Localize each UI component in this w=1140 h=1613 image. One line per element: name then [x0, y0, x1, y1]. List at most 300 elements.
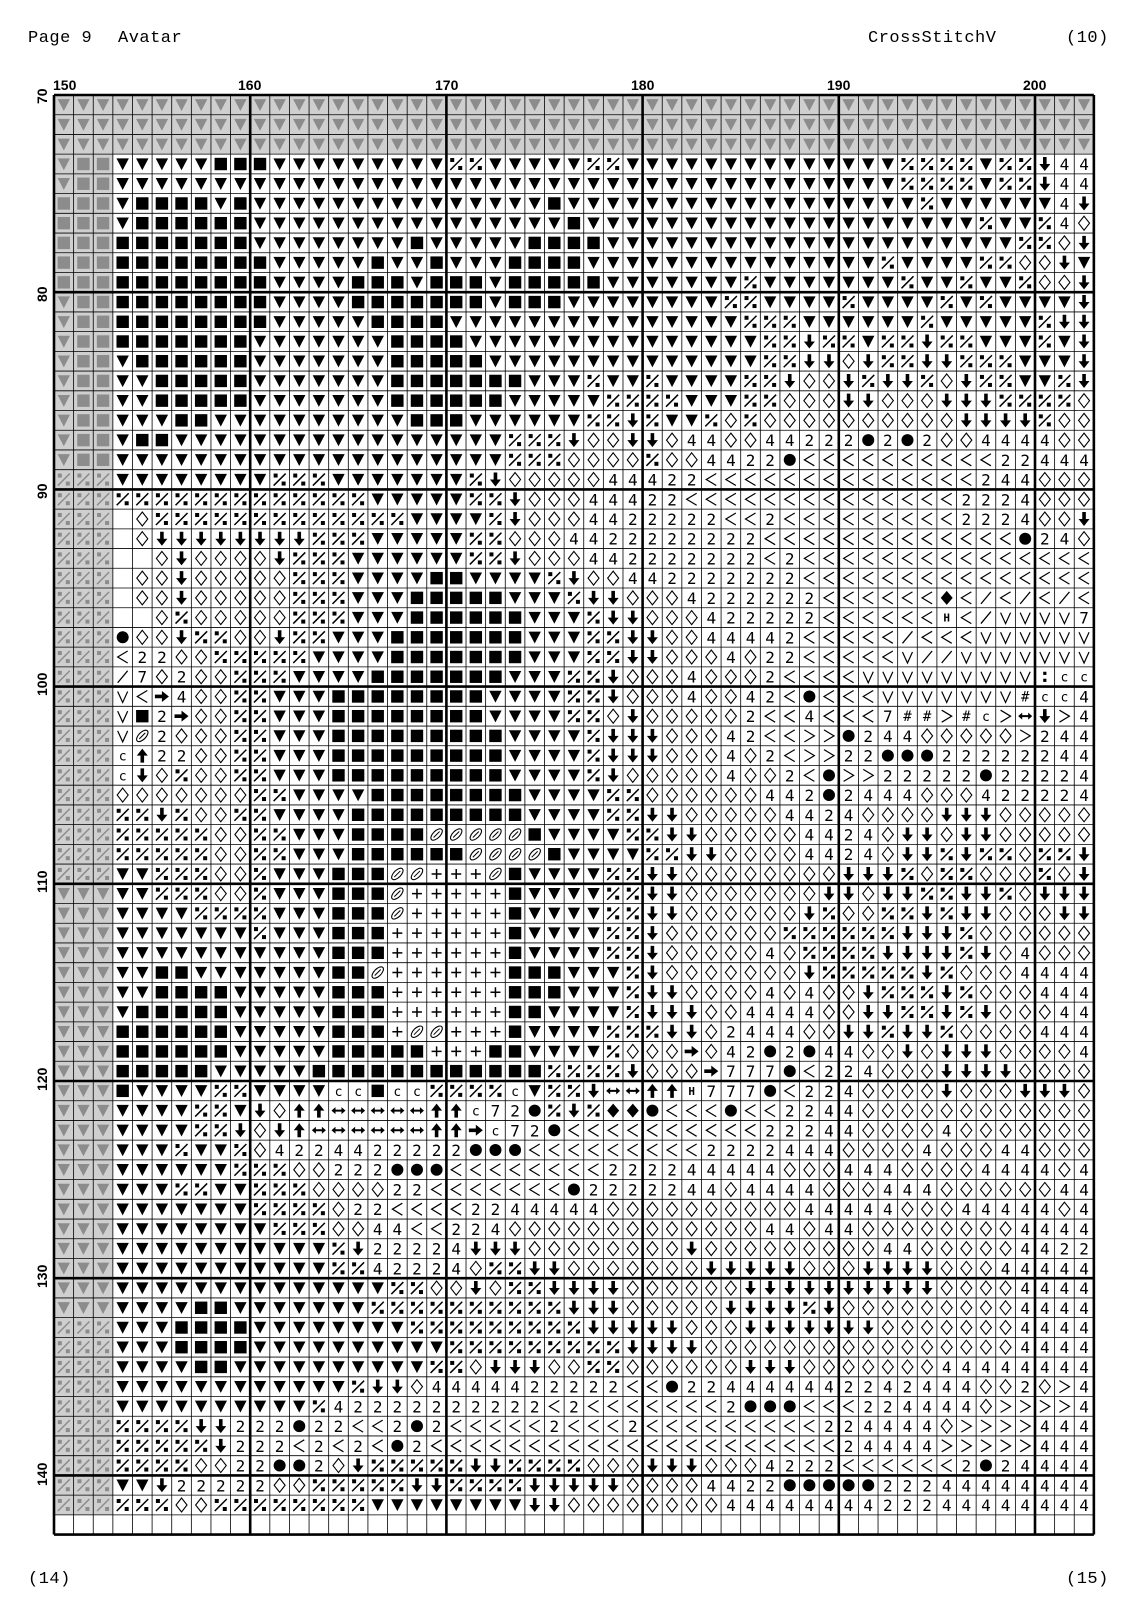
four-symbol: 4	[706, 628, 717, 648]
greater-than-symbol	[863, 769, 873, 781]
filled-circle-symbol	[901, 434, 913, 446]
v-symbol	[1001, 652, 1011, 663]
filled-square-symbol	[58, 276, 70, 288]
down-triangle-symbol	[587, 1026, 599, 1038]
column-label-170: 170	[435, 77, 459, 93]
four-symbol: 4	[1059, 155, 1070, 175]
percent-symbol	[548, 1322, 560, 1334]
four-symbol: 4	[765, 1160, 775, 1180]
percent-symbol	[784, 336, 796, 348]
down-triangle-symbol	[725, 198, 737, 210]
down-triangle-symbol	[548, 415, 560, 427]
percent-symbol	[176, 888, 188, 900]
filled-square-symbol	[548, 276, 560, 288]
percent-symbol	[156, 888, 168, 900]
percent-symbol	[980, 375, 992, 387]
down-arrow-symbol	[804, 354, 815, 368]
diamond-symbol	[941, 788, 952, 802]
down-triangle-symbol	[528, 217, 540, 229]
diamond-symbol	[922, 1301, 933, 1315]
less-than-symbol	[863, 533, 873, 545]
less-than-symbol	[844, 493, 854, 505]
less-than-symbol	[1001, 533, 1011, 545]
percent-symbol	[646, 395, 658, 407]
diamond-symbol	[686, 867, 697, 881]
two-symbol: 2	[961, 1456, 972, 1476]
down-triangle-symbol	[430, 237, 442, 249]
down-triangle-symbol	[116, 1302, 128, 1314]
down-triangle-symbol	[470, 434, 482, 446]
v-symbol	[1020, 632, 1030, 643]
down-triangle-symbol	[470, 178, 482, 190]
diamond-symbol	[235, 887, 246, 901]
down-triangle-symbol	[568, 750, 580, 762]
diamond-symbol	[1059, 492, 1070, 506]
down-arrow-symbol	[1079, 374, 1090, 388]
two-symbol: 2	[1020, 766, 1031, 786]
plus-symbol	[451, 1027, 461, 1037]
percent-symbol	[215, 631, 227, 643]
less-than-symbol	[687, 1144, 697, 1156]
down-arrow-symbol	[980, 394, 991, 408]
percent-symbol	[843, 927, 855, 939]
filled-square-symbol	[391, 1045, 403, 1057]
percent-symbol	[234, 750, 246, 762]
two-symbol: 2	[824, 1062, 834, 1082]
diamond-symbol	[784, 413, 795, 427]
greater-than-symbol	[1020, 730, 1030, 742]
filled-square-symbol	[470, 749, 482, 761]
v-symbol	[883, 691, 893, 702]
double-arrow-symbol	[1018, 713, 1032, 720]
down-triangle-symbol	[273, 336, 285, 348]
percent-symbol	[607, 868, 619, 880]
filled-circle-symbol	[431, 1164, 443, 1176]
percent-symbol	[274, 848, 286, 860]
diamond-symbol	[137, 512, 148, 526]
down-triangle-symbol	[489, 572, 501, 584]
filled-square-symbol	[430, 749, 442, 761]
diamond-symbol	[686, 611, 697, 625]
two-symbol: 2	[314, 1456, 324, 1476]
less-than-symbol	[746, 474, 756, 486]
diamond-symbol	[706, 1242, 717, 1256]
down-triangle-symbol	[548, 632, 560, 644]
filled-square-symbol	[411, 789, 423, 801]
diamond-symbol	[706, 985, 717, 999]
filled-square-symbol	[352, 966, 364, 978]
four-symbol: 4	[784, 1141, 795, 1161]
two-symbol: 2	[745, 726, 756, 746]
two-symbol: 2	[255, 1456, 265, 1476]
down-arrow-symbol	[1079, 315, 1090, 329]
less-than-symbol	[608, 1124, 618, 1136]
two-symbol: 2	[235, 1436, 246, 1456]
diamond-symbol	[863, 1182, 874, 1196]
diamond-symbol	[608, 453, 619, 467]
down-triangle-symbol	[725, 277, 737, 289]
four-symbol: 4	[824, 1377, 834, 1397]
percent-symbol	[941, 907, 953, 919]
filled-square-symbol	[116, 1085, 128, 1097]
less-than-symbol	[294, 1440, 304, 1452]
diamond-symbol	[529, 551, 540, 565]
four-symbol: 4	[1059, 174, 1070, 194]
diamond-symbol	[255, 591, 266, 605]
four-symbol: 4	[1079, 1002, 1089, 1022]
percent-symbol	[117, 1460, 129, 1472]
diamond-symbol	[529, 1242, 540, 1256]
filled-square-symbol	[116, 335, 128, 347]
less-than-symbol	[706, 1440, 716, 1452]
down-triangle-symbol	[273, 750, 285, 762]
down-arrow-symbol	[647, 1005, 658, 1019]
percent-symbol	[921, 197, 933, 209]
greater-than-symbol	[1040, 1400, 1050, 1412]
diamond-symbol	[647, 611, 658, 625]
percent-symbol	[274, 651, 286, 663]
diamond-symbol	[1079, 946, 1090, 960]
up-arrow-symbol	[451, 1123, 462, 1137]
filled-square-symbol	[77, 394, 89, 406]
diamond-symbol	[1059, 946, 1070, 960]
less-than-symbol	[746, 1440, 756, 1452]
down-triangle-symbol	[156, 1203, 168, 1215]
down-triangle-symbol	[803, 277, 815, 289]
percent-symbol	[274, 1223, 286, 1235]
less-than-symbol	[569, 1420, 579, 1432]
down-arrow-symbol	[961, 847, 972, 861]
percent-symbol	[784, 355, 796, 367]
diamond-symbol	[1020, 1064, 1031, 1078]
diamond-symbol	[667, 1044, 678, 1058]
diamond-symbol	[980, 1182, 991, 1196]
four-symbol: 4	[1079, 155, 1089, 175]
down-triangle-symbol	[293, 415, 305, 427]
down-arrow-symbol	[882, 1005, 893, 1019]
filled-square-symbol	[97, 454, 109, 466]
down-triangle-symbol	[627, 257, 639, 269]
diamond-symbol	[196, 650, 207, 664]
down-arrow-symbol	[765, 1261, 776, 1275]
diamond-symbol	[686, 1498, 697, 1512]
down-triangle-symbol	[313, 651, 325, 663]
down-triangle-symbol	[548, 710, 560, 722]
less-than-symbol	[804, 474, 814, 486]
down-triangle-symbol	[293, 947, 305, 959]
diamond-symbol	[686, 630, 697, 644]
filled-square-symbol	[195, 1321, 207, 1333]
down-arrow-symbol	[549, 1498, 560, 1512]
down-triangle-symbol	[803, 257, 815, 269]
two-symbol: 2	[372, 1200, 383, 1220]
two-symbol: 2	[157, 726, 167, 746]
c-symbol: c	[1080, 670, 1088, 686]
diamond-symbol	[1000, 867, 1011, 881]
down-triangle-symbol	[587, 927, 599, 939]
less-than-symbol	[883, 552, 893, 564]
down-triangle-symbol	[941, 257, 953, 269]
diamond-symbol	[922, 808, 933, 822]
diamond-symbol	[725, 1459, 736, 1473]
down-triangle-symbol	[568, 908, 580, 920]
filled-square-symbol	[470, 769, 482, 781]
less-than-symbol	[883, 493, 893, 505]
less-than-symbol	[471, 1183, 481, 1195]
diamond-symbol	[568, 453, 579, 467]
percent-symbol	[646, 375, 658, 387]
percent-symbol	[882, 907, 894, 919]
less-than-symbol	[687, 1105, 697, 1117]
diamond-symbol	[667, 749, 678, 763]
plus-symbol	[432, 889, 442, 899]
filled-circle-symbol	[921, 750, 933, 762]
diamond-symbol	[608, 1261, 619, 1275]
v-symbol	[981, 691, 991, 702]
filled-square-symbol	[528, 966, 540, 978]
less-than-symbol	[569, 1440, 579, 1452]
two-symbol: 2	[843, 1062, 854, 1082]
percent-symbol	[391, 1282, 403, 1294]
four-symbol: 4	[804, 1002, 815, 1022]
down-triangle-symbol	[960, 198, 972, 210]
up-arrow-symbol	[647, 1084, 658, 1098]
less-than-symbol	[981, 533, 991, 545]
diamond-symbol	[1020, 906, 1031, 920]
diamond-symbol	[333, 1459, 344, 1473]
down-triangle-symbol	[1019, 316, 1031, 328]
down-triangle-symbol	[960, 316, 972, 328]
filled-square-symbol	[215, 1302, 227, 1314]
diamond-symbol	[706, 828, 717, 842]
diamond-symbol	[784, 1202, 795, 1216]
four-symbol: 4	[1039, 1357, 1050, 1377]
diamond-symbol	[1079, 492, 1090, 506]
diamond-symbol	[647, 1360, 658, 1374]
two-symbol: 2	[784, 648, 795, 668]
hatched-oval-symbol	[429, 1024, 444, 1039]
down-triangle-symbol	[627, 198, 639, 210]
percent-symbol	[274, 1164, 286, 1176]
percent-symbol	[548, 1105, 560, 1117]
v-symbol	[902, 672, 912, 683]
down-triangle-symbol	[587, 789, 599, 801]
down-triangle-symbol	[136, 1381, 148, 1393]
percent-symbol	[176, 1183, 188, 1195]
percent-symbol	[136, 493, 148, 505]
percent-symbol	[372, 513, 384, 525]
filled-square-symbol	[97, 394, 109, 406]
two-symbol: 2	[333, 1160, 344, 1180]
filled-square-symbol	[372, 296, 384, 308]
down-triangle-symbol	[234, 434, 246, 446]
diamond-symbol	[882, 1340, 893, 1354]
filled-square-symbol	[411, 769, 423, 781]
down-triangle-symbol	[332, 395, 344, 407]
two-symbol: 2	[804, 786, 815, 806]
diamond-symbol	[804, 1261, 815, 1275]
two-symbol: 2	[686, 549, 697, 569]
diamond-symbol	[1079, 1123, 1090, 1137]
down-triangle-symbol	[666, 178, 678, 190]
filled-circle-symbol	[568, 1183, 580, 1195]
down-arrow-symbol	[922, 354, 933, 368]
diamond-symbol	[686, 1321, 697, 1335]
down-triangle-symbol	[234, 454, 246, 466]
four-symbol: 4	[1020, 490, 1031, 510]
diamond-symbol	[863, 1340, 874, 1354]
diamond-symbol	[490, 1281, 501, 1295]
percent-symbol	[254, 1183, 266, 1195]
diamond-symbol	[980, 1104, 991, 1118]
two-symbol: 2	[451, 1397, 462, 1417]
less-than-symbol	[647, 1124, 657, 1136]
percent-symbol	[274, 513, 286, 525]
diamond-symbol	[882, 1084, 893, 1098]
down-triangle-symbol	[1039, 296, 1051, 308]
v-symbol	[863, 672, 873, 683]
filled-square-symbol	[391, 335, 403, 347]
plus-symbol	[490, 968, 500, 978]
percent-symbol	[313, 1479, 325, 1491]
diamond-symbol	[765, 768, 776, 782]
down-triangle-symbol	[156, 1401, 168, 1413]
down-triangle-symbol	[332, 277, 344, 289]
percent-symbol	[627, 947, 639, 959]
down-triangle-symbol	[195, 927, 207, 939]
four-symbol: 4	[1000, 1200, 1011, 1220]
filled-square-symbol	[430, 355, 442, 367]
diamond-symbol	[765, 1242, 776, 1256]
four-symbol: 4	[706, 431, 717, 451]
less-than-symbol	[863, 572, 873, 584]
diamond-symbol	[784, 946, 795, 960]
down-triangle-symbol	[293, 809, 305, 821]
down-triangle-symbol	[568, 829, 580, 841]
down-triangle-symbol	[352, 375, 364, 387]
down-arrow-symbol	[1039, 1084, 1050, 1098]
filled-square-symbol	[136, 237, 148, 249]
down-arrow-symbol	[529, 1261, 540, 1275]
plus-symbol	[471, 1027, 481, 1037]
diamond-symbol	[941, 1301, 952, 1315]
diamond-symbol	[706, 650, 717, 664]
down-arrow-symbol	[353, 1459, 364, 1473]
down-triangle-symbol	[352, 1361, 364, 1373]
percent-symbol	[136, 809, 148, 821]
filled-square-symbol	[450, 592, 462, 604]
down-triangle-symbol	[372, 1342, 384, 1354]
down-triangle-symbol	[175, 1401, 187, 1413]
down-triangle-symbol	[548, 316, 560, 328]
less-than-symbol	[804, 533, 814, 545]
filled-square-symbol	[372, 828, 384, 840]
percent-symbol	[136, 1499, 148, 1511]
down-triangle-symbol	[450, 316, 462, 328]
percent-symbol	[293, 1223, 305, 1235]
down-triangle-symbol	[607, 336, 619, 348]
diamond-symbol	[922, 1104, 933, 1118]
down-triangle-symbol	[156, 1361, 168, 1373]
filled-square-symbol	[450, 276, 462, 288]
down-triangle-symbol	[254, 198, 266, 210]
four-symbol: 4	[726, 746, 736, 766]
down-triangle-symbol	[489, 158, 501, 170]
diamond-symbol	[725, 413, 736, 427]
plus-symbol	[490, 948, 500, 958]
down-triangle-symbol	[372, 198, 384, 210]
diamond-symbol	[1059, 1143, 1070, 1157]
down-triangle-symbol	[352, 356, 364, 368]
two-symbol: 2	[333, 1417, 344, 1437]
percent-symbol	[489, 1479, 501, 1491]
down-triangle-symbol	[823, 178, 835, 190]
percent-symbol	[470, 1322, 482, 1334]
filled-square-symbol	[372, 1006, 384, 1018]
diamond-symbol	[882, 1064, 893, 1078]
down-arrow-symbol	[529, 1478, 540, 1492]
down-triangle-symbol	[273, 178, 285, 190]
percent-symbol	[176, 1460, 188, 1472]
two-symbol: 2	[824, 1081, 834, 1101]
diamond-symbol	[588, 433, 599, 447]
less-than-symbol	[844, 592, 854, 604]
two-symbol: 2	[647, 1160, 658, 1180]
down-triangle-symbol	[293, 888, 305, 900]
four-symbol: 4	[1020, 1141, 1031, 1161]
filled-square-symbol	[195, 1361, 207, 1373]
diamond-symbol	[588, 1222, 599, 1236]
diamond-symbol	[745, 808, 756, 822]
down-arrow-symbol	[686, 1242, 697, 1256]
greater-than-symbol	[824, 730, 834, 742]
down-triangle-symbol	[646, 237, 658, 249]
down-triangle-symbol	[568, 868, 580, 880]
down-triangle-symbol	[313, 178, 325, 190]
percent-symbol	[254, 493, 266, 505]
four-symbol: 4	[1059, 1338, 1070, 1358]
percent-symbol	[254, 888, 266, 900]
down-arrow-symbol	[667, 1005, 678, 1019]
two-symbol: 2	[726, 529, 736, 549]
diamond-symbol	[863, 1222, 874, 1236]
footer-right-page: (15)	[1066, 1570, 1109, 1589]
four-symbol: 4	[726, 726, 736, 746]
filled-circle-symbol	[274, 1460, 286, 1472]
diamond-symbol	[255, 611, 266, 625]
down-triangle-symbol	[313, 829, 325, 841]
filled-square-symbol	[372, 730, 384, 742]
less-than-symbol	[883, 513, 893, 525]
percent-symbol	[274, 474, 286, 486]
down-triangle-symbol	[764, 198, 776, 210]
less-than-symbol	[863, 513, 873, 525]
percent-symbol	[901, 967, 913, 979]
two-symbol: 2	[745, 1042, 756, 1062]
less-than-symbol	[746, 1124, 756, 1136]
two-symbol: 2	[726, 1022, 736, 1042]
down-triangle-symbol	[313, 1282, 325, 1294]
percent-symbol	[411, 1460, 423, 1472]
percent-symbol	[293, 493, 305, 505]
filled-square-symbol	[430, 592, 442, 604]
diamond-symbol	[568, 492, 579, 506]
down-triangle-symbol	[254, 967, 266, 979]
filled-square-symbol	[195, 256, 207, 268]
down-triangle-symbol	[587, 336, 599, 348]
filled-square-symbol	[195, 237, 207, 249]
down-triangle-symbol	[254, 1263, 266, 1275]
